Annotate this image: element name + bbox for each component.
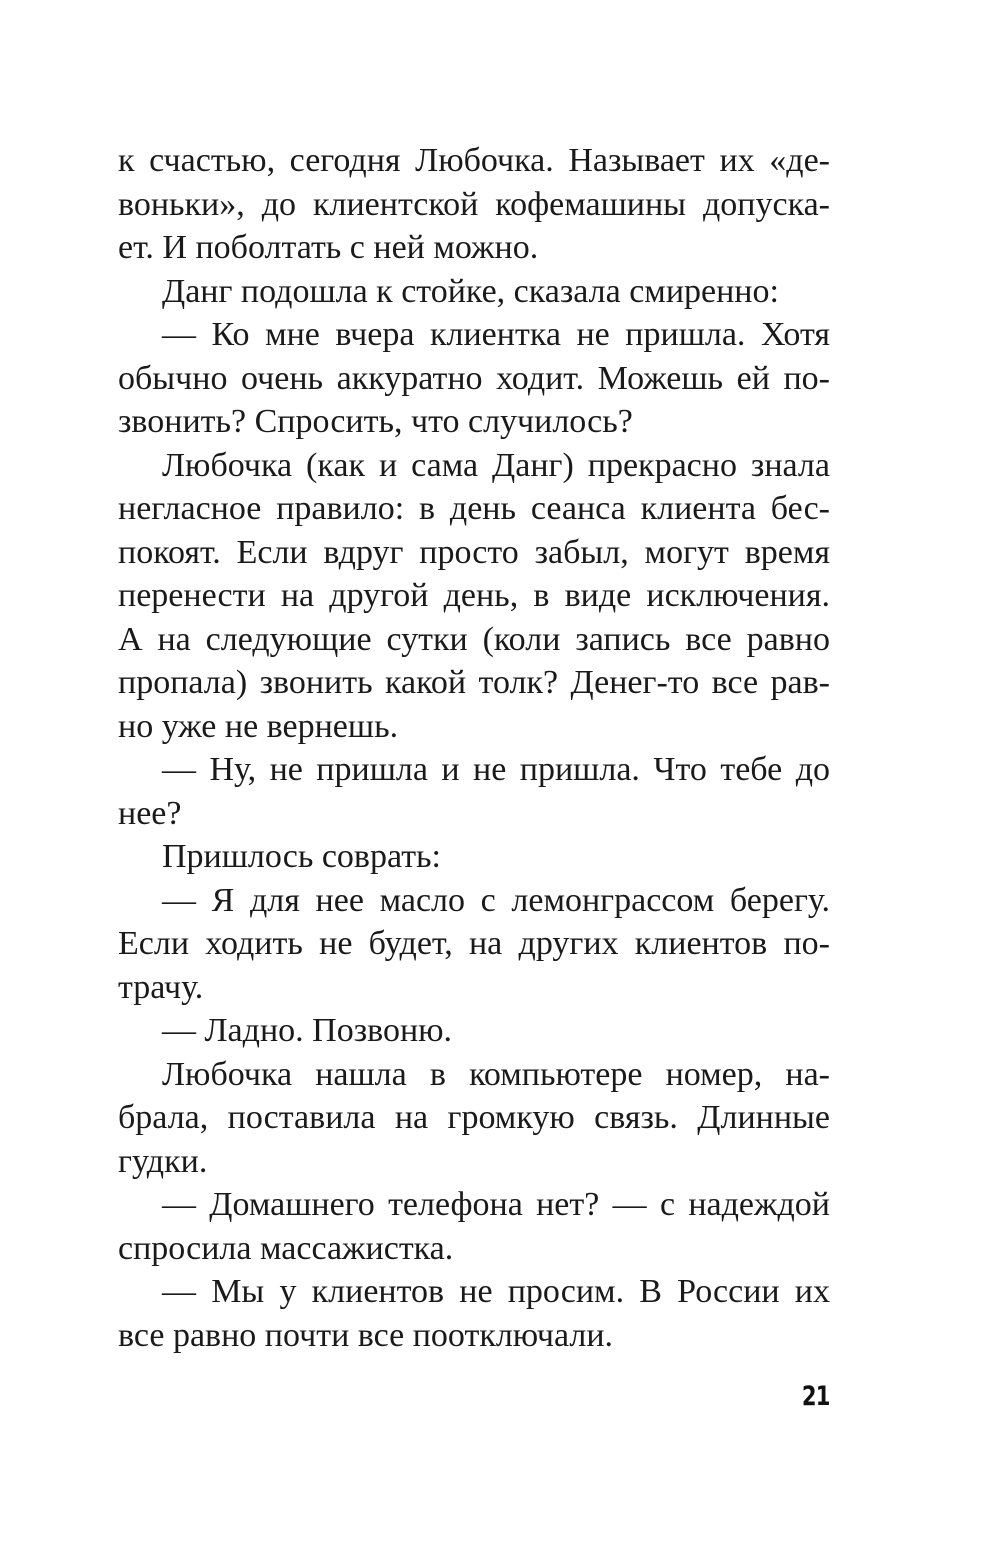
body-text xyxy=(118,139,830,1357)
text-line: негласное правило: в день сеанса клиента бес- xyxy=(118,490,830,527)
text-line: — Мы у клиентов не просим. В России их xyxy=(162,1273,830,1310)
text-line: спросила массажистка. xyxy=(118,1229,454,1267)
text-line: трачу. xyxy=(118,968,204,1006)
text-line: ет. И поболтать с ней можно. xyxy=(118,229,539,266)
text-line: Любочка нашла в компьютере номер, на- xyxy=(162,1055,830,1093)
text-line: обычно очень аккуратно ходит. Можешь ей по- xyxy=(118,359,830,397)
text-line: — Ну, не пришла и не пришла. Что тебе до xyxy=(162,751,830,788)
text-line: звонить? Спросить, что случилось? xyxy=(118,403,633,440)
text-line: брала, поставила на громкую связь. Длинные xyxy=(118,1099,830,1136)
text-line: Любочка (как и сама Данг) прекрасно знала xyxy=(162,446,830,484)
text-line: пропала) звонить какой толк? Денег-то все рав- xyxy=(118,664,830,701)
text-line: Данг подошла к стойке, сказала смиренно: xyxy=(162,272,779,310)
text-line: нее? xyxy=(118,794,182,832)
text-line: Если ходить не будет, на других клиентов по- xyxy=(118,925,830,962)
text-line: но уже не вернешь. xyxy=(118,707,399,745)
text-line: воньки», до клиентской кофемашины допуска- xyxy=(118,185,830,223)
text-line: к счастью, сегодня Любочка. Называет их «де- xyxy=(118,142,830,179)
text-line: А на следующие сутки (коли запись все равно xyxy=(118,620,830,658)
text-line: — Ладно. Позвоню. xyxy=(162,1012,453,1049)
text-line: все равно почти все поотключали. xyxy=(118,1316,614,1354)
text-line: Пришлось соврать: xyxy=(162,838,442,875)
text-line: — Я для нее масло с лемонграссом берегу. xyxy=(162,881,830,919)
text-line: перенести на другой день, в виде исключения. xyxy=(118,577,830,614)
text-line: — Домашнего телефона нет? — с надеждой xyxy=(162,1186,830,1223)
page-number: 21 xyxy=(802,1381,830,1412)
text-line: покоят. Если вдруг просто забыл, могут время xyxy=(118,533,830,571)
text-line: гудки. xyxy=(118,1142,208,1180)
text-line: — Ко мне вчера клиентка не пришла. Хотя xyxy=(162,316,830,353)
